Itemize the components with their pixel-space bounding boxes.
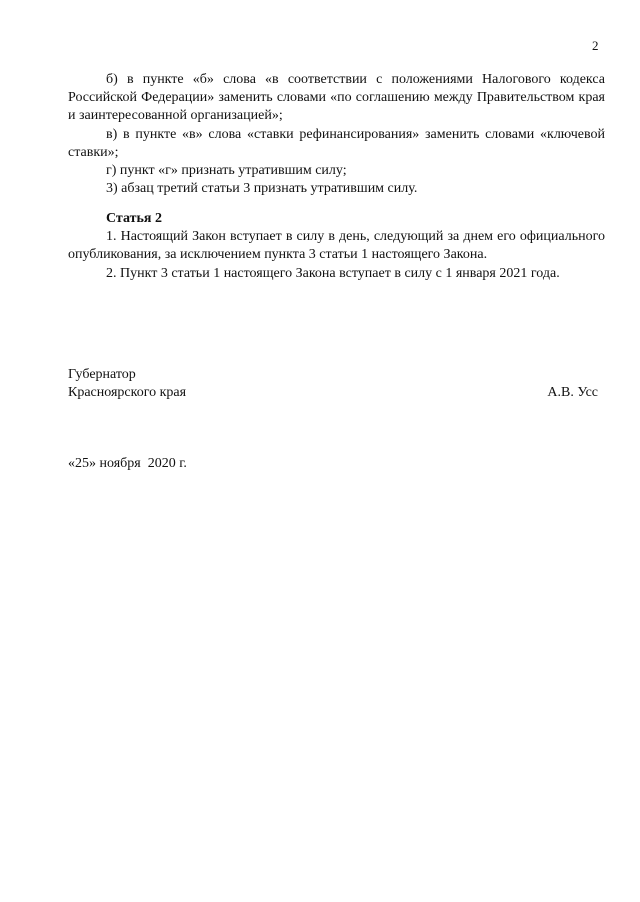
signature-block [68,366,598,402]
article-2-paragraph-2: 2. Пункт 3 статьи 1 настоящего Закона вступает в силу с 1 января 2021 года. [106,265,560,281]
page-number: 2 [592,38,599,53]
signing-date: «25» ноября 2020 г. [68,456,187,471]
article-2-section [68,210,605,283]
amendment-b: б) в пункте «б» слова «в соответствии с положениями Налогового кодекса Российской Федерации» заменить словами «по соглашению между Правительством края и заинтересованной организацией»; [68,72,605,124]
amendment-v: в) в пункте «в» слова «ставки рефинансирования» заменить словами «ключевой ставки»; [68,126,605,160]
amendments-section [68,71,605,198]
signer-title-line-2: Красноярского края [68,385,187,401]
amendment-3: 3) абзац третий статьи 3 признать утратившим силу. [106,181,418,197]
signer-title-line-1: Губернатор [68,367,136,382]
signer-name: А.В. Усс [547,385,598,401]
article-2-paragraph-1: 1. Настоящий Закон вступает в силу в день, следующий за днем его официального опубликования, за исключением пункта 3 статьи 1 настоящего Закона. [68,229,605,263]
article-2-heading: Статья 2 [106,211,162,226]
amendment-g: г) пункт «г» признать утратившим силу; [106,163,347,179]
